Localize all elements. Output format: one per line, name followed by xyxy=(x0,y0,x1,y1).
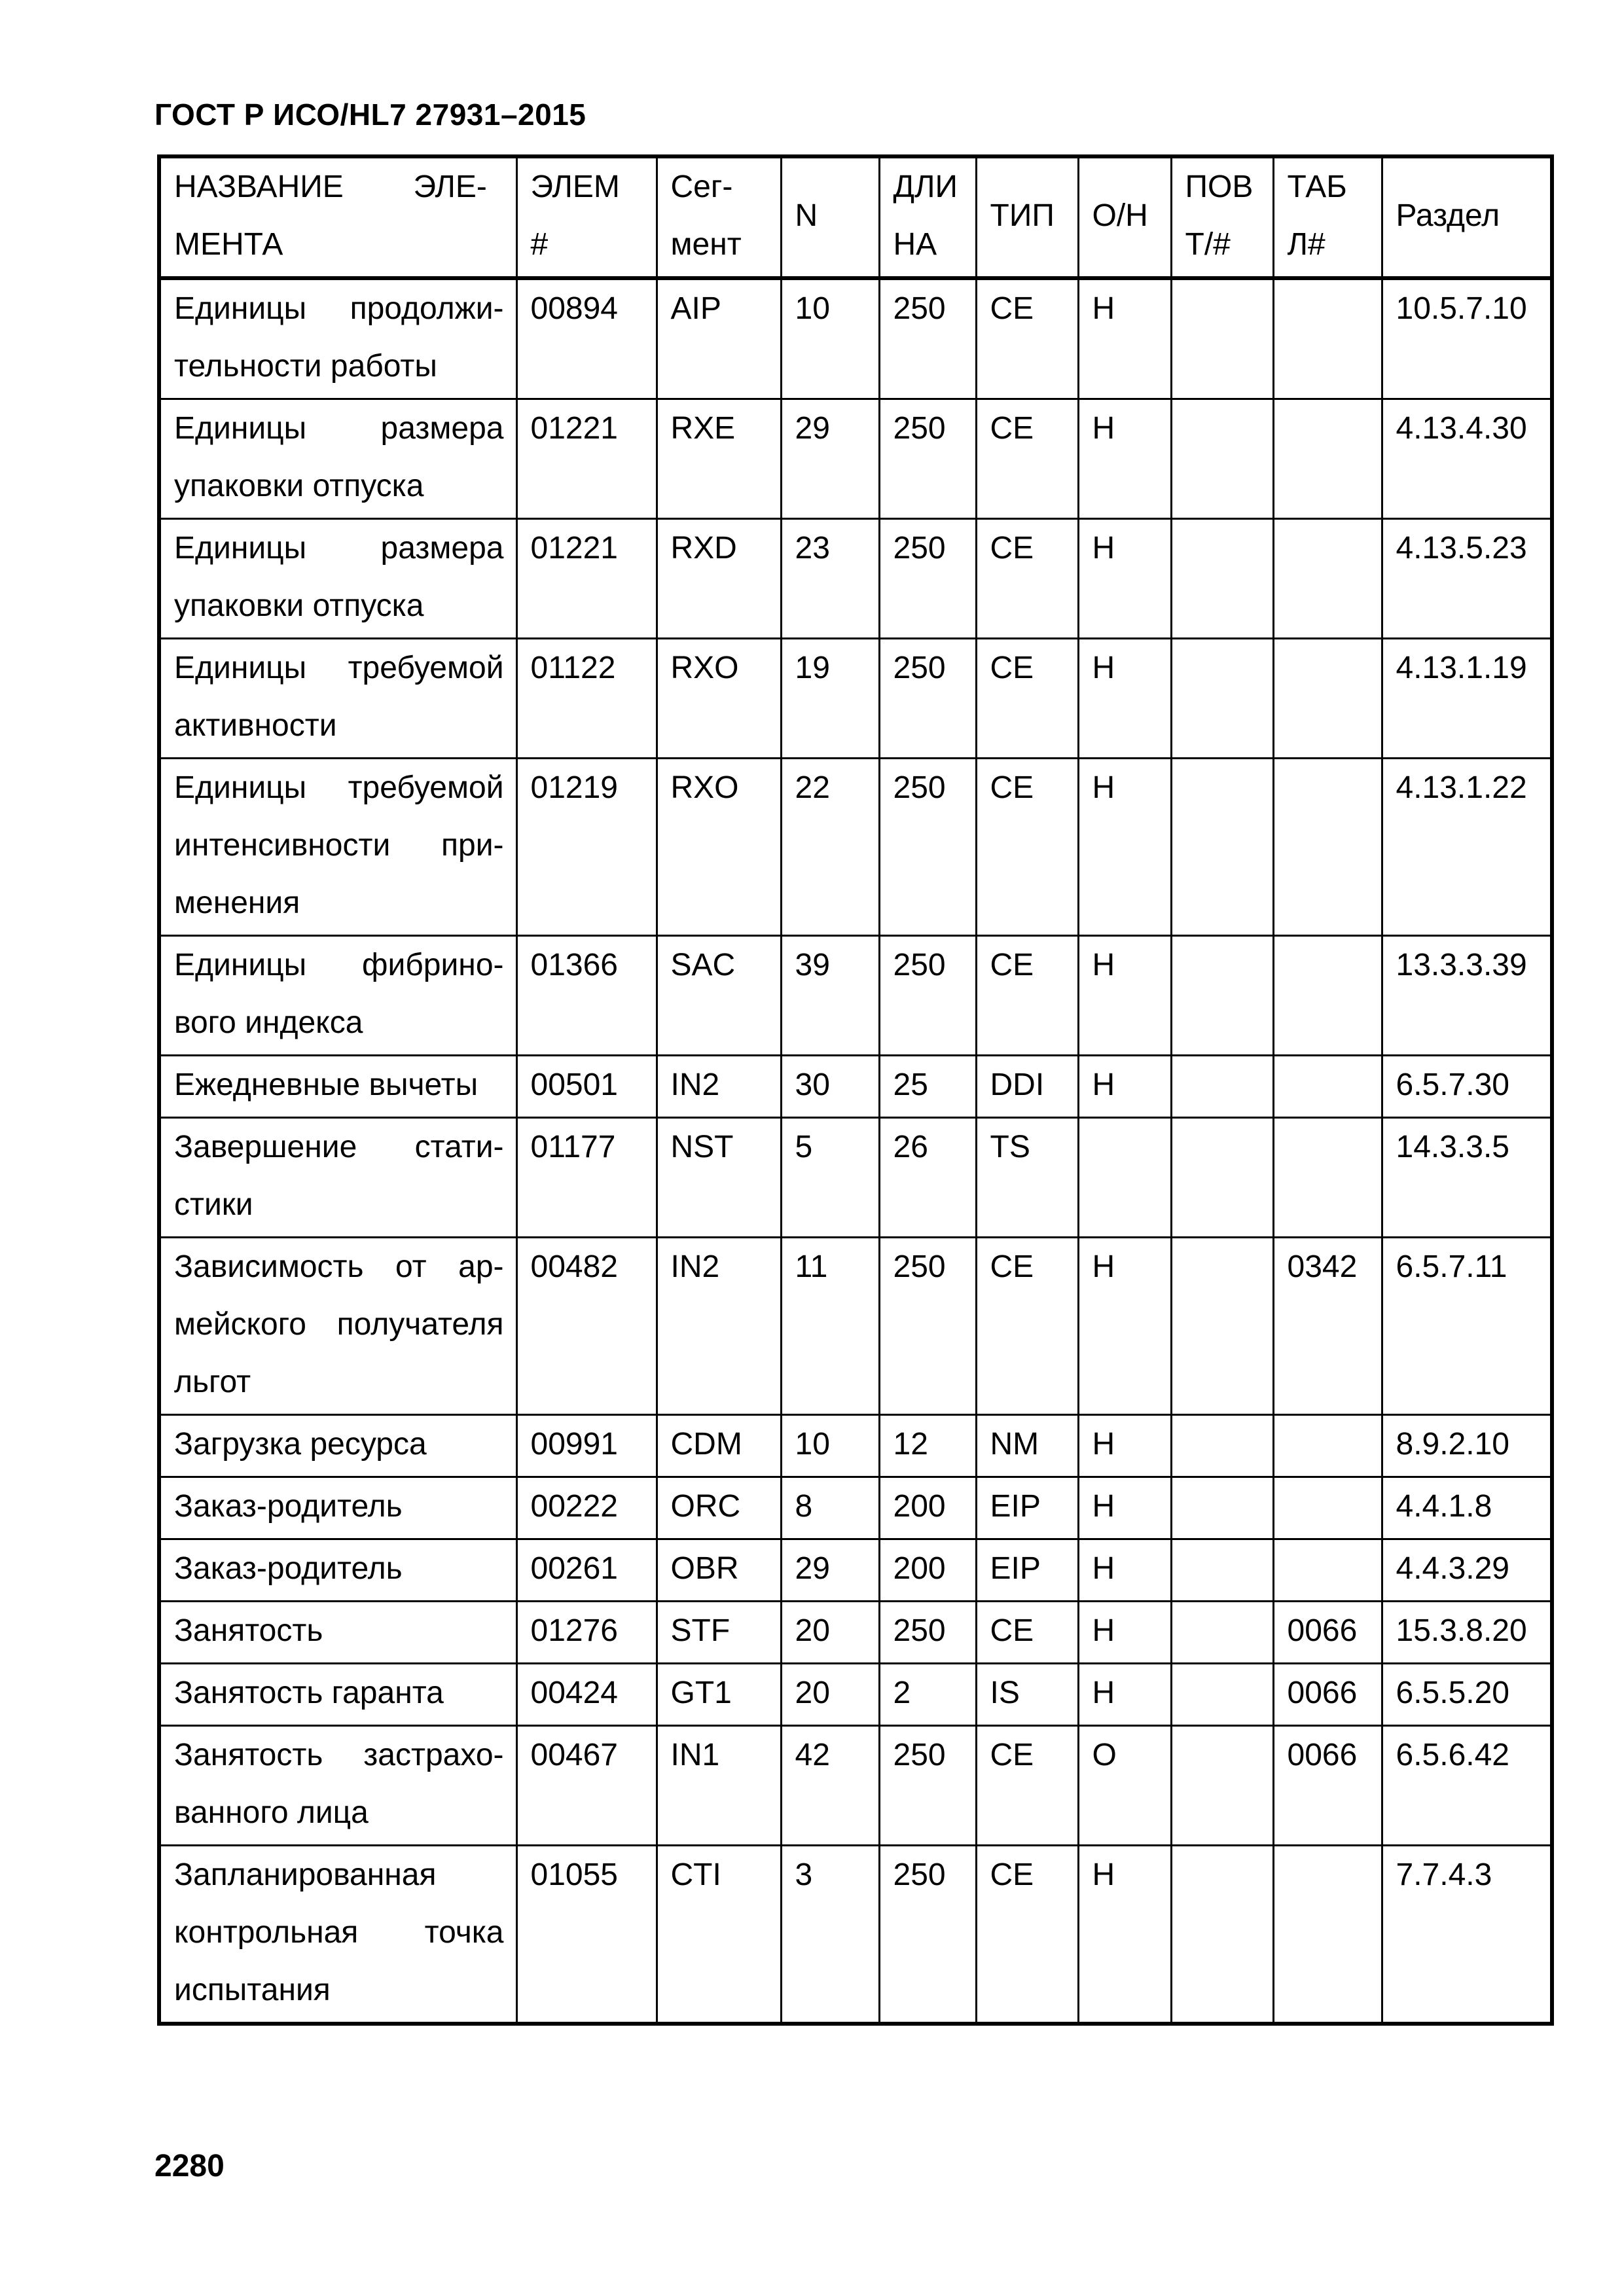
cell-section: 13.3.3.39 xyxy=(1382,936,1552,1056)
cell-section: 10.5.7.10 xyxy=(1382,278,1552,399)
cell-tbl xyxy=(1273,278,1382,399)
cell-n: 3 xyxy=(781,1846,879,2024)
cell-length: 250 xyxy=(879,278,976,399)
cell-segment: RXO xyxy=(657,639,781,759)
cell-section: 6.5.7.11 xyxy=(1382,1238,1552,1415)
cell-n: 10 xyxy=(781,278,879,399)
table-row xyxy=(159,1539,1552,1602)
cell-on: Н xyxy=(1078,1238,1171,1415)
cell-type: NM xyxy=(976,1415,1078,1477)
cell-on: Н xyxy=(1078,1664,1171,1726)
column-header-type: ТИП xyxy=(976,156,1078,278)
cell-name: Занятость застрахо-ванного лица xyxy=(159,1726,516,1846)
cell-type: CE xyxy=(976,399,1078,519)
cell-rep xyxy=(1171,1056,1273,1118)
cell-type: TS xyxy=(976,1118,1078,1238)
cell-elem: 01366 xyxy=(516,936,657,1056)
cell-on: Н xyxy=(1078,1477,1171,1539)
cell-elem: 00482 xyxy=(516,1238,657,1415)
cell-tbl xyxy=(1273,399,1382,519)
cell-elem: 01221 xyxy=(516,399,657,519)
column-header-tbl: ТАБ Л# xyxy=(1273,156,1382,278)
cell-length: 250 xyxy=(879,639,976,759)
table-row xyxy=(159,1415,1552,1477)
cell-elem: 01221 xyxy=(516,519,657,639)
cell-name: Загрузка ресурса xyxy=(159,1415,516,1477)
cell-elem: 00501 xyxy=(516,1056,657,1118)
column-header-section: Раздел xyxy=(1382,156,1552,278)
cell-type: CE xyxy=(976,1846,1078,2024)
cell-tbl xyxy=(1273,1477,1382,1539)
cell-type: DDI xyxy=(976,1056,1078,1118)
cell-segment: SAC xyxy=(657,936,781,1056)
cell-section: 4.13.4.30 xyxy=(1382,399,1552,519)
cell-type: CE xyxy=(976,1238,1078,1415)
cell-section: 4.13.1.19 xyxy=(1382,639,1552,759)
cell-rep xyxy=(1171,1664,1273,1726)
cell-elem: 00222 xyxy=(516,1477,657,1539)
cell-elem: 01276 xyxy=(516,1602,657,1664)
column-header-name: НАЗВАНИЕ ЭЛЕ- МЕНТА xyxy=(159,156,516,278)
cell-tbl xyxy=(1273,759,1382,936)
cell-rep xyxy=(1171,1539,1273,1602)
cell-name: Завершение стати-стики xyxy=(159,1118,516,1238)
cell-tbl xyxy=(1273,639,1382,759)
cell-name: Единицы размера упаковки отпуска xyxy=(159,399,516,519)
cell-segment: OBR xyxy=(657,1539,781,1602)
cell-section: 6.5.5.20 xyxy=(1382,1664,1552,1726)
cell-elem: 00894 xyxy=(516,278,657,399)
cell-segment: ORC xyxy=(657,1477,781,1539)
cell-n: 39 xyxy=(781,936,879,1056)
cell-on: Н xyxy=(1078,639,1171,759)
cell-section: 4.4.3.29 xyxy=(1382,1539,1552,1602)
cell-name: Заказ-родитель xyxy=(159,1539,516,1602)
cell-length: 25 xyxy=(879,1056,976,1118)
cell-on: Н xyxy=(1078,278,1171,399)
cell-elem: 00467 xyxy=(516,1726,657,1846)
cell-n: 10 xyxy=(781,1415,879,1477)
cell-segment: GT1 xyxy=(657,1664,781,1726)
cell-length: 250 xyxy=(879,1238,976,1415)
cell-tbl xyxy=(1273,1846,1382,2024)
cell-on xyxy=(1078,1118,1171,1238)
table-row xyxy=(159,1056,1552,1118)
cell-name: Единицы требуемой активности xyxy=(159,639,516,759)
cell-type: CE xyxy=(976,1726,1078,1846)
cell-tbl: 0066 xyxy=(1273,1726,1382,1846)
cell-on: Н xyxy=(1078,1056,1171,1118)
cell-type: EIP xyxy=(976,1477,1078,1539)
cell-name: Занятость xyxy=(159,1602,516,1664)
cell-n: 42 xyxy=(781,1726,879,1846)
column-header-length: ДЛИ НА xyxy=(879,156,976,278)
cell-type: CE xyxy=(976,936,1078,1056)
cell-segment: RXO xyxy=(657,759,781,936)
cell-rep xyxy=(1171,1846,1273,2024)
cell-name: Занятость гаранта xyxy=(159,1664,516,1726)
cell-length: 26 xyxy=(879,1118,976,1238)
table-row xyxy=(159,759,1552,936)
table-header-row xyxy=(159,156,1552,278)
cell-length: 250 xyxy=(879,1846,976,2024)
cell-rep xyxy=(1171,1415,1273,1477)
cell-name: Зависимость от ар-мейского получателя льгот xyxy=(159,1238,516,1415)
column-header-segment: Сег- мент xyxy=(657,156,781,278)
cell-length: 200 xyxy=(879,1539,976,1602)
cell-rep xyxy=(1171,1118,1273,1238)
cell-tbl xyxy=(1273,936,1382,1056)
cell-n: 23 xyxy=(781,519,879,639)
page-number: 2280 xyxy=(154,2149,225,2183)
cell-name: Запланированная контрольная точка испытания xyxy=(159,1846,516,2024)
column-header-n: N xyxy=(781,156,879,278)
cell-section: 15.3.8.20 xyxy=(1382,1602,1552,1664)
cell-tbl: 0342 xyxy=(1273,1238,1382,1415)
cell-type: CE xyxy=(976,1602,1078,1664)
cell-length: 250 xyxy=(879,1602,976,1664)
table-row xyxy=(159,519,1552,639)
cell-on: Н xyxy=(1078,1846,1171,2024)
table-row xyxy=(159,1477,1552,1539)
cell-section: 4.13.1.22 xyxy=(1382,759,1552,936)
cell-rep xyxy=(1171,1602,1273,1664)
cell-section: 8.9.2.10 xyxy=(1382,1415,1552,1477)
cell-segment: NST xyxy=(657,1118,781,1238)
cell-rep xyxy=(1171,936,1273,1056)
cell-type: CE xyxy=(976,519,1078,639)
cell-length: 250 xyxy=(879,519,976,639)
cell-elem: 00261 xyxy=(516,1539,657,1602)
cell-rep xyxy=(1171,278,1273,399)
cell-name: Единицы требуемой интенсивности при-менения xyxy=(159,759,516,936)
document-header: ГОСТ Р ИСО/HL7 27931–2015 xyxy=(154,98,586,132)
cell-length: 200 xyxy=(879,1477,976,1539)
table-row xyxy=(159,639,1552,759)
cell-segment: STF xyxy=(657,1602,781,1664)
cell-rep xyxy=(1171,759,1273,936)
cell-rep xyxy=(1171,639,1273,759)
cell-tbl xyxy=(1273,1539,1382,1602)
cell-section: 7.7.4.3 xyxy=(1382,1846,1552,2024)
table-row xyxy=(159,1238,1552,1415)
table-row xyxy=(159,1726,1552,1846)
cell-n: 20 xyxy=(781,1664,879,1726)
cell-segment: IN1 xyxy=(657,1726,781,1846)
cell-elem: 01219 xyxy=(516,759,657,936)
cell-elem: 01122 xyxy=(516,639,657,759)
cell-length: 2 xyxy=(879,1664,976,1726)
cell-segment: RXE xyxy=(657,399,781,519)
cell-rep xyxy=(1171,1238,1273,1415)
cell-elem: 01055 xyxy=(516,1846,657,2024)
cell-type: IS xyxy=(976,1664,1078,1726)
cell-segment: CDM xyxy=(657,1415,781,1477)
cell-name: Единицы фибрино-вого индекса xyxy=(159,936,516,1056)
cell-on: Н xyxy=(1078,519,1171,639)
table-body xyxy=(159,278,1552,2024)
cell-segment: CTI xyxy=(657,1846,781,2024)
column-header-rep: ПОВ Т/# xyxy=(1171,156,1273,278)
cell-on: Н xyxy=(1078,1539,1171,1602)
cell-elem: 00991 xyxy=(516,1415,657,1477)
table-row xyxy=(159,1846,1552,2024)
cell-name: Единицы размера упаковки отпуска xyxy=(159,519,516,639)
cell-tbl xyxy=(1273,1056,1382,1118)
cell-tbl xyxy=(1273,519,1382,639)
column-header-elem: ЭЛЕМ # xyxy=(516,156,657,278)
cell-on: О xyxy=(1078,1726,1171,1846)
cell-type: EIP xyxy=(976,1539,1078,1602)
cell-length: 250 xyxy=(879,1726,976,1846)
cell-on: Н xyxy=(1078,399,1171,519)
cell-section: 6.5.7.30 xyxy=(1382,1056,1552,1118)
cell-section: 6.5.6.42 xyxy=(1382,1726,1552,1846)
cell-rep xyxy=(1171,519,1273,639)
cell-n: 5 xyxy=(781,1118,879,1238)
cell-n: 11 xyxy=(781,1238,879,1415)
cell-n: 8 xyxy=(781,1477,879,1539)
cell-rep xyxy=(1171,399,1273,519)
table-row xyxy=(159,399,1552,519)
cell-type: CE xyxy=(976,759,1078,936)
cell-n: 29 xyxy=(781,399,879,519)
cell-segment: RXD xyxy=(657,519,781,639)
cell-tbl xyxy=(1273,1415,1382,1477)
cell-tbl: 0066 xyxy=(1273,1602,1382,1664)
cell-length: 12 xyxy=(879,1415,976,1477)
cell-n: 22 xyxy=(781,759,879,936)
cell-n: 29 xyxy=(781,1539,879,1602)
cell-tbl: 0066 xyxy=(1273,1664,1382,1726)
cell-name: Ежедневные вычеты xyxy=(159,1056,516,1118)
cell-n: 20 xyxy=(781,1602,879,1664)
cell-type: CE xyxy=(976,639,1078,759)
column-header-on: О/Н xyxy=(1078,156,1171,278)
cell-segment: AIP xyxy=(657,278,781,399)
table-row xyxy=(159,1602,1552,1664)
table-row xyxy=(159,1664,1552,1726)
cell-segment: IN2 xyxy=(657,1056,781,1118)
table-row xyxy=(159,278,1552,399)
cell-segment: IN2 xyxy=(657,1238,781,1415)
cell-section: 14.3.3.5 xyxy=(1382,1118,1552,1238)
cell-n: 19 xyxy=(781,639,879,759)
cell-length: 250 xyxy=(879,759,976,936)
cell-name: Заказ-родитель xyxy=(159,1477,516,1539)
cell-rep xyxy=(1171,1477,1273,1539)
cell-elem: 01177 xyxy=(516,1118,657,1238)
table-row xyxy=(159,1118,1552,1238)
cell-length: 250 xyxy=(879,399,976,519)
cell-rep xyxy=(1171,1726,1273,1846)
cell-on: Н xyxy=(1078,759,1171,936)
cell-section: 4.4.1.8 xyxy=(1382,1477,1552,1539)
cell-elem: 00424 xyxy=(516,1664,657,1726)
cell-on: Н xyxy=(1078,1415,1171,1477)
elements-table xyxy=(157,154,1554,2026)
cell-tbl xyxy=(1273,1118,1382,1238)
cell-type: CE xyxy=(976,278,1078,399)
cell-n: 30 xyxy=(781,1056,879,1118)
cell-section: 4.13.5.23 xyxy=(1382,519,1552,639)
cell-name: Единицы продолжи-тельности работы xyxy=(159,278,516,399)
cell-length: 250 xyxy=(879,936,976,1056)
cell-on: Н xyxy=(1078,936,1171,1056)
table-row xyxy=(159,936,1552,1056)
cell-on: Н xyxy=(1078,1602,1171,1664)
